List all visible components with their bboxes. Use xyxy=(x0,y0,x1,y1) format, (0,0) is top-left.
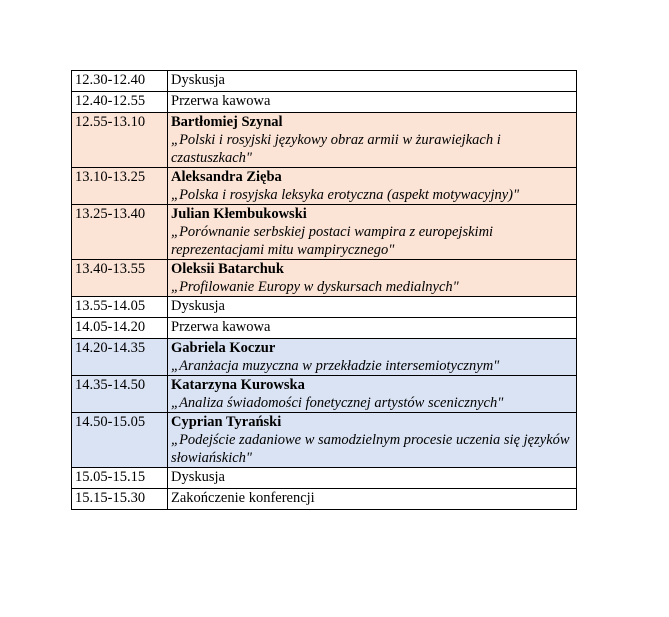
event-cell: Dyskusja xyxy=(168,297,577,318)
time-cell: 14.20-14.35 xyxy=(72,339,168,376)
time-cell: 14.05-14.20 xyxy=(72,318,168,339)
table-row xyxy=(72,260,577,297)
talk-cell xyxy=(168,205,577,260)
table-row xyxy=(72,92,577,113)
talk-title: „Porównanie serbskiej postaci wampira z europejskimi reprezentacjami mitu wampirycznego" xyxy=(171,224,494,258)
talk-title: „Polski i rosyjski językowy obraz armii w żurawiejkach i czastuszkach" xyxy=(171,132,501,166)
talk-cell xyxy=(168,113,577,168)
talk-title: „Aranżacja muzyczna w przekładzie intersemiotycznym" xyxy=(171,358,500,374)
talk-title: „Profilowanie Europy w dyskursach medialnych" xyxy=(171,279,459,295)
talk-cell xyxy=(168,260,577,297)
time-cell: 15.05-15.15 xyxy=(72,468,168,489)
table-row xyxy=(72,318,577,339)
talk-cell xyxy=(168,168,577,205)
table-row xyxy=(72,468,577,489)
speaker-name: Oleksii Batarchuk xyxy=(171,261,284,277)
table-row xyxy=(72,339,577,376)
time-cell: 13.40-13.55 xyxy=(72,260,168,297)
talk-cell xyxy=(168,376,577,413)
time-cell: 13.25-13.40 xyxy=(72,205,168,260)
talk-title: „Analiza świadomości fonetycznej artystów scenicznych" xyxy=(171,395,504,411)
time-cell: 12.55-13.10 xyxy=(72,113,168,168)
table-row xyxy=(72,205,577,260)
table-row xyxy=(72,113,577,168)
talk-title: „Polska i rosyjska leksyka erotyczna (aspekt motywacyjny)" xyxy=(171,187,520,203)
talk-cell xyxy=(168,339,577,376)
talk-title: „Podejście zadaniowe w samodzielnym procesie uczenia się języków słowiańskich" xyxy=(171,432,570,466)
time-cell: 15.15-15.30 xyxy=(72,489,168,510)
talk-cell xyxy=(168,413,577,468)
event-cell: Przerwa kawowa xyxy=(168,318,577,339)
table-row xyxy=(72,376,577,413)
speaker-name: Aleksandra Zięba xyxy=(171,169,282,185)
table-row xyxy=(72,71,577,92)
speaker-name: Cyprian Tyrański xyxy=(171,414,282,430)
table-row xyxy=(72,168,577,205)
event-cell: Przerwa kawowa xyxy=(168,92,577,113)
table-row xyxy=(72,489,577,510)
event-cell: Dyskusja xyxy=(168,71,577,92)
event-cell: Dyskusja xyxy=(168,468,577,489)
table-row xyxy=(72,413,577,468)
time-cell: 14.35-14.50 xyxy=(72,376,168,413)
speaker-name: Katarzyna Kurowska xyxy=(171,377,305,393)
speaker-name: Bartłomiej Szynal xyxy=(171,114,283,130)
time-cell: 12.40-12.55 xyxy=(72,92,168,113)
table-row xyxy=(72,297,577,318)
time-cell: 13.10-13.25 xyxy=(72,168,168,205)
conference-schedule-table xyxy=(71,70,577,510)
time-cell: 14.50-15.05 xyxy=(72,413,168,468)
time-cell: 12.30-12.40 xyxy=(72,71,168,92)
event-cell: Zakończenie konferencji xyxy=(168,489,577,510)
speaker-name: Julian Kłembukowski xyxy=(171,206,307,222)
speaker-name: Gabriela Koczur xyxy=(171,340,276,356)
time-cell: 13.55-14.05 xyxy=(72,297,168,318)
